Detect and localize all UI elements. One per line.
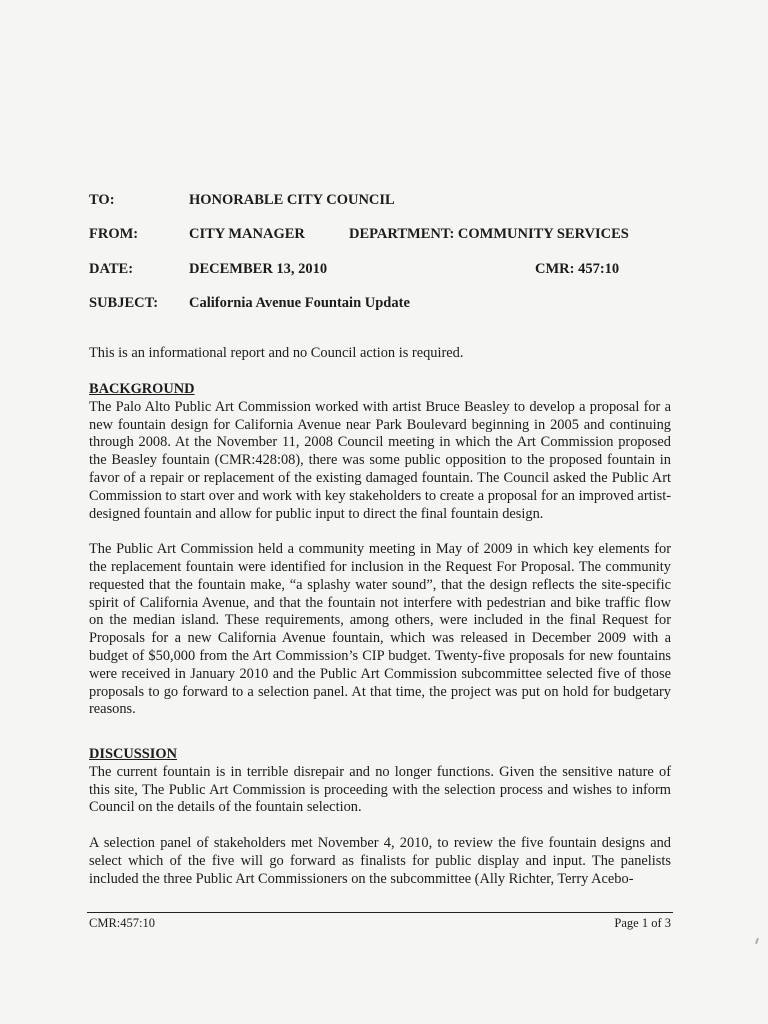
discussion-section	[89, 746, 671, 888]
cmr-number: CMR: 457:10	[535, 261, 620, 277]
discussion-heading: DISCUSSION	[89, 746, 177, 762]
discussion-paragraph-1: The current fountain is in terrible disrepair and no longer functions. Given the sensitive nature of this site, The Public Art Commission is proceeding with the selection process and wishes to inform Council on the details of the fountain selection.	[89, 763, 671, 816]
date-value: DECEMBER 13, 2010	[189, 261, 328, 277]
background-heading: BACKGROUND	[89, 381, 195, 397]
background-paragraph-2: The Public Art Commission held a community meeting in May of 2009 in which key elements for the replacement fountain were identified for inclusion in the Request For Proposal. The community requested that the fountain make, “a splashy water sound”, that the design reflects the site-specific spirit of California Avenue, and that the fountain not interfere with pedestrian and bike traffic flow on the median island. These requirements, among others, were included in the final Request for Proposals for a new California Avenue fountain, which was released in December 2009 with a budget of $50,000 from the Art Commission’s CIP budget. Twenty-five proposals for new fountains were received in January 2010 and the Public Art Commission subcommittee selected five of those proposals to go forward to a selection panel. At that time, the project was put on hold for budgetary reasons.	[89, 541, 671, 718]
intro-paragraph: This is an informational report and no Council action is required.	[89, 345, 464, 361]
page-number: Page 1 of 3	[614, 916, 671, 930]
date-label: DATE:	[89, 261, 134, 277]
department-value: DEPARTMENT: COMMUNITY SERVICES	[349, 226, 629, 242]
to-value: HONORABLE CITY COUNCIL	[189, 192, 395, 208]
background-section	[89, 381, 671, 719]
scan-speck	[755, 938, 759, 944]
intro-text	[89, 345, 671, 363]
background-paragraph-1: The Palo Alto Public Art Commission worked with artist Bruce Beasley to develop a proposal for a new fountain design for California Avenue near Park Boulevard beginning in 2005 and continuing through 2008. At the November 11, 2008 Council meeting in which the Art Commission proposed the Beasley fountain (CMR:428:08), there was some public opposition to the proposed fountain in favor of a repair or replacement of the existing damaged fountain. The Council asked the Public Art Commission to start over and work with key stakeholders to create a proposal for an improved artist-designed fountain and allow for public input to direct the final fountain design.	[89, 398, 671, 522]
footer-divider	[87, 912, 673, 913]
discussion-paragraph-2: A selection panel of stakeholders met November 4, 2010, to review the five fountain designs and select which of the five will go forward as finalists for public display and input. The panelists included the three Public Art Commissioners on the subcommittee (Ally Richter, Terry Acebo-	[89, 834, 671, 887]
subject-value: California Avenue Fountain Update	[189, 295, 410, 311]
to-label: TO:	[89, 192, 115, 208]
from-label: FROM:	[89, 226, 139, 242]
from-value: CITY MANAGER	[189, 226, 305, 242]
footer-cmr: CMR:457:10	[89, 916, 155, 930]
subject-label: SUBJECT:	[89, 295, 159, 311]
